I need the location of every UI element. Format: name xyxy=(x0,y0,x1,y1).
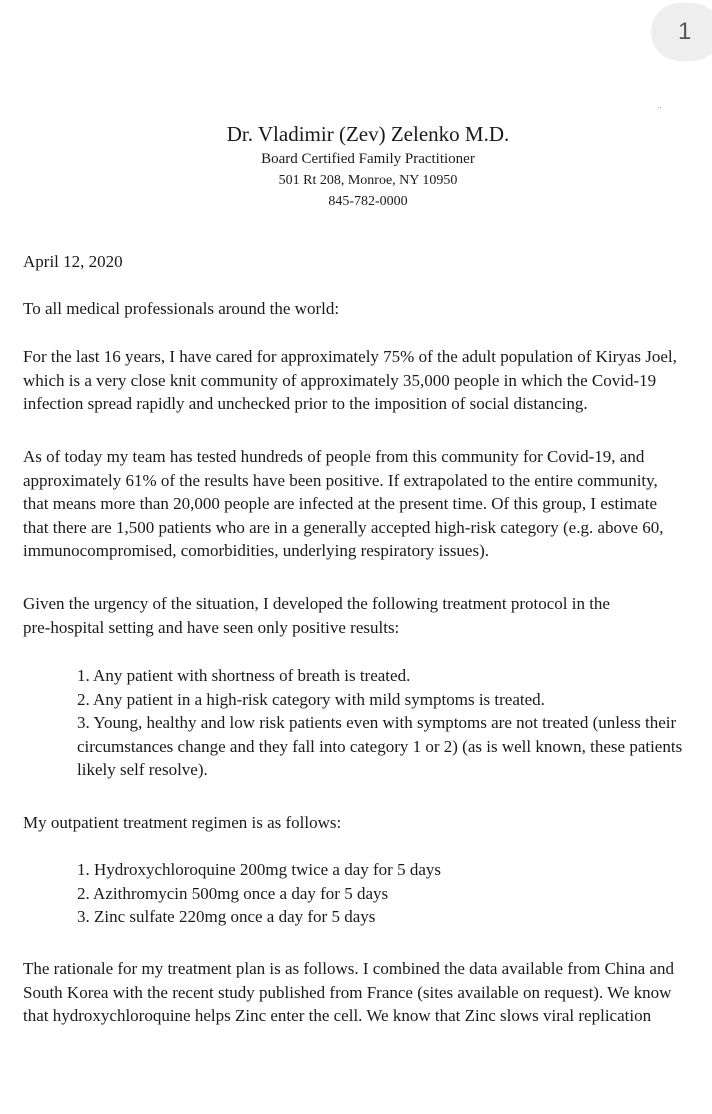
doctor-name: Dr. Vladimir (Zev) Zelenko M.D. xyxy=(226,122,510,146)
list-item: circumstances change and they fall into category 1 or 2) (as is well known, these patients xyxy=(77,736,683,756)
paragraph-line: immunocompromised, comorbidities, underlying respiratory issues). xyxy=(23,541,490,560)
doctor-address: 501 Rt 208, Monroe, NY 10950 xyxy=(278,173,458,188)
paragraph-2 xyxy=(23,445,709,563)
list-item: 2. Azithromycin 500mg once a day for 5 days xyxy=(77,883,389,903)
paragraph-1 xyxy=(23,345,709,416)
paragraph-line: For the last 16 years, I have cared for approximately 75% of the adult population of Kiryas Joel, xyxy=(23,347,677,366)
protocol-list xyxy=(77,664,682,782)
paragraph-line: South Korea with the recent study published from France (sites available on request). We know xyxy=(23,982,672,1002)
list-item: 3. Young, healthy and low risk patients even with symptoms are not treated (unless their xyxy=(77,713,677,732)
regimen-intro: My outpatient treatment regimen is as follows: xyxy=(23,813,342,832)
letterhead xyxy=(0,119,712,212)
doctor-phone: 845-782-0000 xyxy=(328,194,408,209)
paragraph-line: that there are 1,500 patients who are in a generally accepted high-risk category (e.g. above 60, xyxy=(23,517,664,537)
list-item: 3. Zinc sulfate 220mg once a day for 5 days xyxy=(77,907,376,926)
letter-date: April 12, 2020 xyxy=(23,252,123,271)
paragraph-line: As of today my team has tested hundreds of people from this community for Covid-19, and xyxy=(23,447,645,466)
paragraph-line: The rationale for my treatment plan is as follows. I combined the data available from China and xyxy=(23,959,674,978)
list-item: likely self resolve). xyxy=(77,760,208,779)
list-item: 2. Any patient in a high-risk category with mild symptoms is treated. xyxy=(77,689,545,709)
paragraph-4 xyxy=(23,957,709,1028)
scan-mark: .. xyxy=(657,101,662,110)
paragraph-line: which is a very close knit community of approximately 35,000 people in which the Covid-19 xyxy=(23,370,657,390)
doctor-title: Board Certified Family Practitioner xyxy=(261,151,475,167)
paragraph-3 xyxy=(23,592,709,639)
paragraph-line: infection spread rapidly and unchecked prior to the imposition of social distancing. xyxy=(23,394,588,413)
paragraph-line: Given the urgency of the situation, I developed the following treatment protocol in the xyxy=(23,594,610,613)
paragraph-line: that means more than 20,000 people are infected at the present time. Of this group, I estimate xyxy=(23,494,657,513)
paragraph-line: that hydroxychloroquine helps Zinc enter the cell. We know that Zinc slows viral replication xyxy=(23,1006,652,1025)
page-number-badge: 1 xyxy=(651,3,712,61)
paragraph-line: pre-hospital setting and have seen only positive results: xyxy=(23,617,400,637)
salutation: To all medical professionals around the world: xyxy=(23,299,340,318)
paragraph-line: approximately 61% of the results have been positive. If extrapolated to the entire community, xyxy=(23,470,658,490)
regimen-list xyxy=(77,858,441,929)
list-item: 1. Any patient with shortness of breath is treated. xyxy=(77,666,411,685)
list-item: 1. Hydroxychloroquine 200mg twice a day for 5 days xyxy=(77,860,441,879)
